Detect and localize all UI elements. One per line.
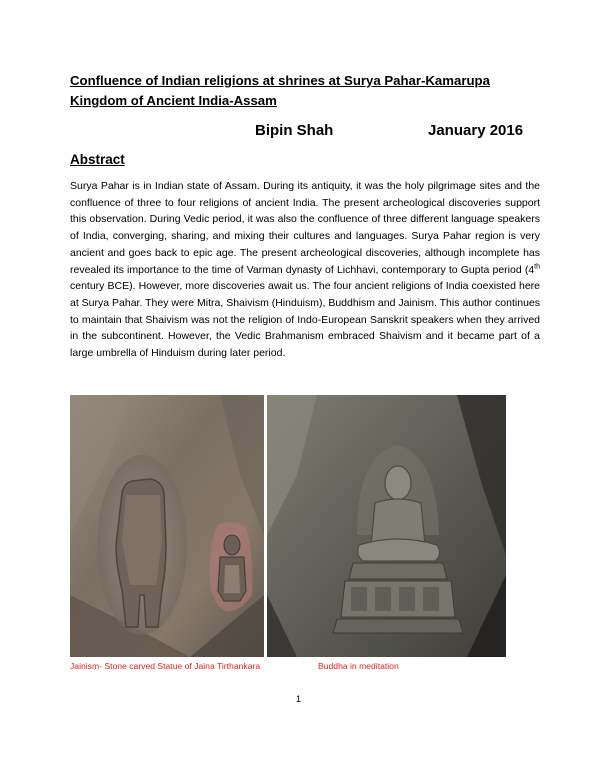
document-title: Confluence of Indian religions at shrines at Surya Pahar-Kamarupa Kingdom of Ancient India-Assam	[70, 73, 490, 108]
caption-jaina-photo: Jainism- Stone carved Statue of Jaina Tirthankara	[70, 661, 261, 671]
caption-buddha-photo: Buddha in meditation	[318, 661, 399, 671]
jaina-tirthankara-photo	[70, 395, 264, 657]
page-number: 1	[296, 694, 302, 704]
abstract-body	[70, 178, 540, 362]
abstract-heading: Abstract	[70, 152, 125, 167]
author-name: Bipin Shah	[255, 122, 334, 139]
document-date: January 2016	[428, 122, 524, 139]
buddha-meditation-photo	[267, 395, 506, 657]
abstract-superscript: th	[534, 263, 540, 271]
abstract-text-part2: century BCE). However, more discoveries await us. The four ancient religions of India coexisted here at Surya Pahar. They were Mitra, Shaivism (Hinduism), Buddhism and Jainism. This author continues to maintain that Shaivism was not the religion of Indo-European Sanskrit speakers when they arrived in the subcontinent. However, the Vedic Brahmanism embraced Shaivism and it became part of a large umbrella of Hinduism during later period.	[70, 280, 540, 360]
jaina-rock-carving-image	[70, 395, 264, 657]
buddha-rock-carving-image	[267, 395, 506, 657]
abstract-text-part1: Surya Pahar is in Indian state of Assam. During its antiquity, it was the holy pilgrimage sites and the confluence of three to four religions of ancient India. The present archeological discoveries support this observation. During Vedic period, it was also the confluence of three different language speakers of India, converging, sharing, and mixing their cultures and languages. Surya Pahar region is very ancient and goes back to epic age. The present archeological discoveries, although incomplete has revealed its importance to the time of Varman dynasty of Lichhavi, contemporary to Gupta period (4	[70, 180, 540, 276]
